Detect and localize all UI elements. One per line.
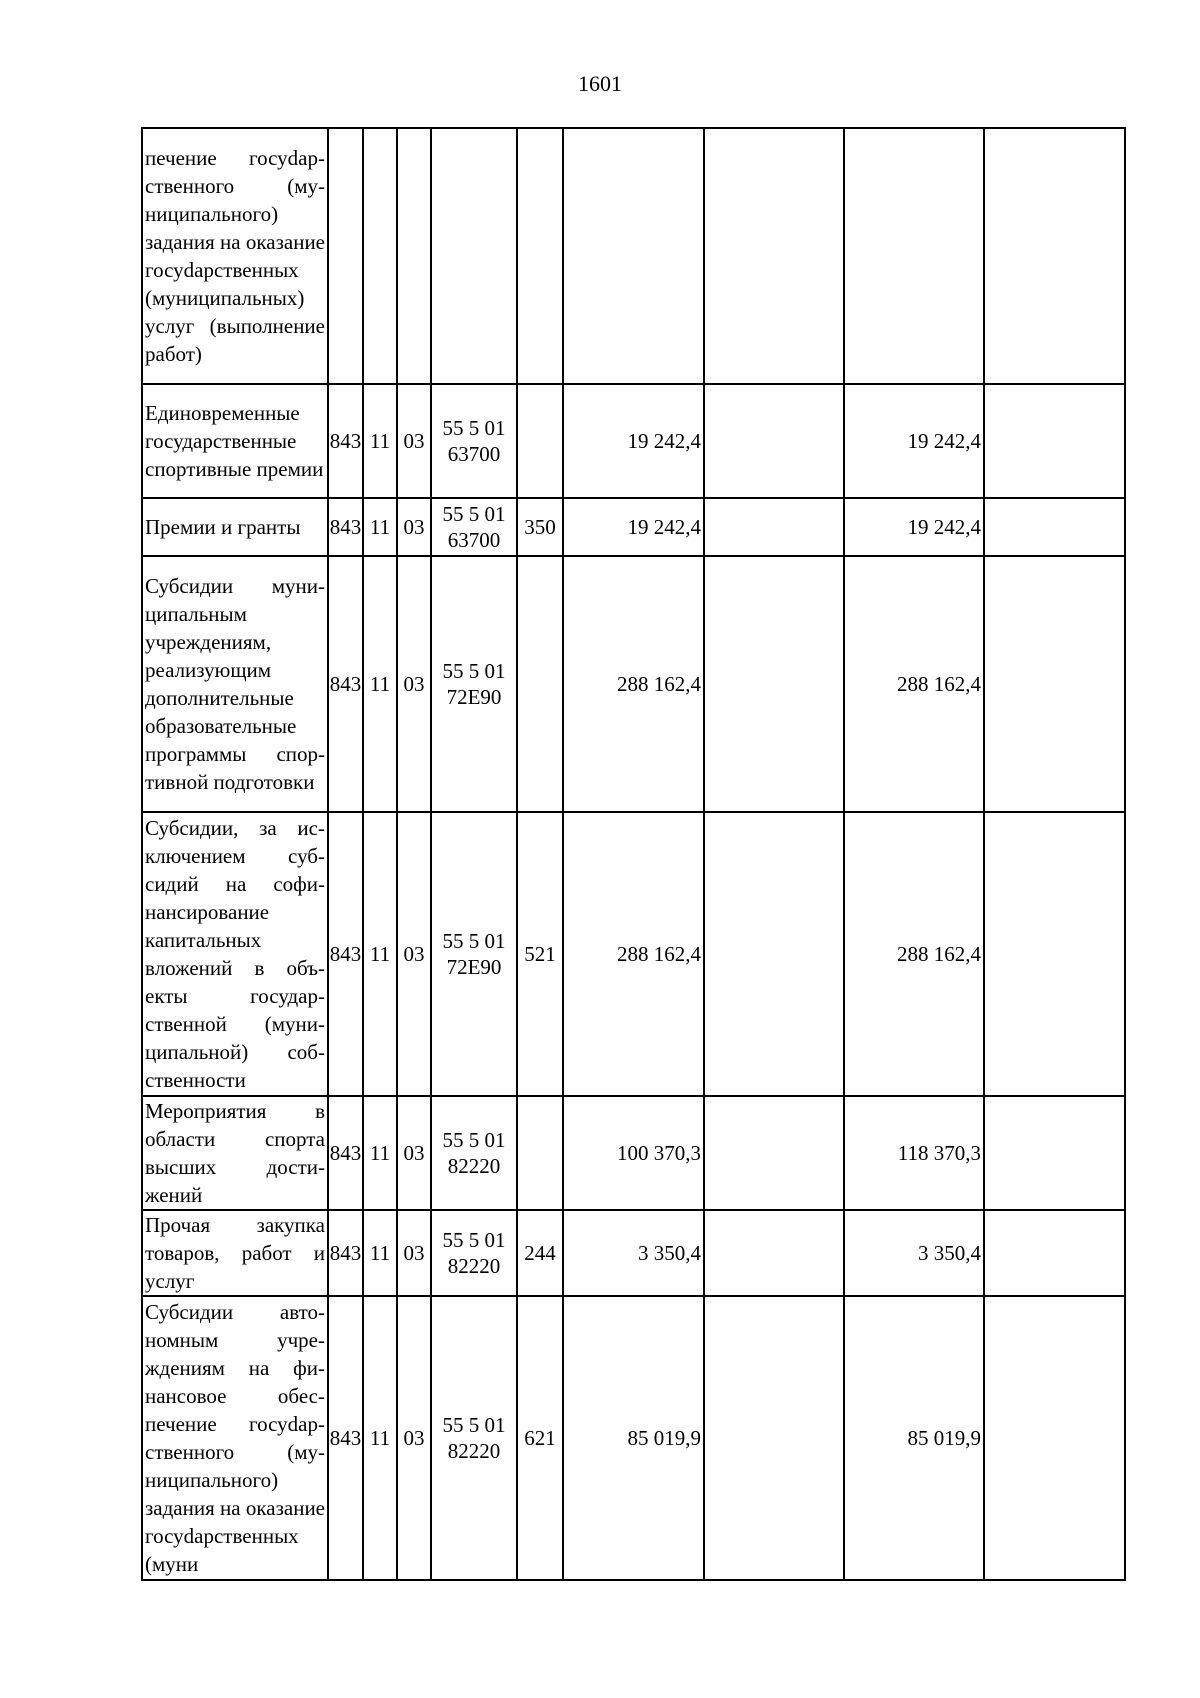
table-row xyxy=(142,498,1125,556)
subsection-code: 03 xyxy=(397,384,431,498)
table-row xyxy=(142,812,1125,1096)
target-article-code xyxy=(431,498,517,556)
ved-code xyxy=(328,128,363,384)
section-code: 11 xyxy=(363,498,397,556)
amount-col-2 xyxy=(704,1210,844,1296)
amount-col-1: 288 162,4 xyxy=(563,812,704,1096)
amount-col-4 xyxy=(984,812,1125,1096)
expense-type-code xyxy=(517,128,563,384)
amount-col-4 xyxy=(984,556,1125,812)
target-article-code-part2: 82220 xyxy=(447,1254,501,1278)
ved-code: 843 xyxy=(328,556,363,812)
amount-col-2 xyxy=(704,128,844,384)
amount-col-4 xyxy=(984,128,1125,384)
target-article-code xyxy=(431,812,517,1096)
expense-type-code xyxy=(517,1096,563,1210)
table-row xyxy=(142,128,1125,384)
row-name: печение госуdарственного (муниципального) задания на оказание госуdарственных (муниципальных) услуг (выполнение работ) xyxy=(142,128,328,384)
amount-col-2 xyxy=(704,1296,844,1580)
amount-col-3: 19 242,4 xyxy=(844,384,984,498)
ved-code: 843 xyxy=(328,812,363,1096)
ved-code: 843 xyxy=(328,1210,363,1296)
row-name: Прочая закупка товаров, работ и услуг xyxy=(142,1210,328,1296)
table-row xyxy=(142,1096,1125,1210)
amount-col-3 xyxy=(844,128,984,384)
target-article-code-part2: 82220 xyxy=(447,1154,501,1178)
amount-col-4 xyxy=(984,1296,1125,1580)
row-name: Субсидии, за исключением субсидий на софинансирование капитальных вложений в объекты государственной (муниципальной) собственности xyxy=(142,812,328,1096)
amount-col-4 xyxy=(984,1096,1125,1210)
row-name: Премии и гранты xyxy=(142,498,328,556)
budget-table xyxy=(141,127,1126,1581)
expense-type-code xyxy=(517,556,563,812)
target-article-code-part2: 82220 xyxy=(447,1439,501,1463)
ved-code: 843 xyxy=(328,498,363,556)
subsection-code: 03 xyxy=(397,1096,431,1210)
amount-col-2 xyxy=(704,498,844,556)
table-row xyxy=(142,556,1125,812)
target-article-code-part1: 55 5 01 xyxy=(442,1228,506,1252)
amount-col-3: 288 162,4 xyxy=(844,556,984,812)
subsection-code: 03 xyxy=(397,556,431,812)
target-article-code-part1: 55 5 01 xyxy=(442,416,506,440)
subsection-code xyxy=(397,128,431,384)
row-name: Мероприятия в области спорта высших достижений xyxy=(142,1096,328,1210)
target-article-code-part1: 55 5 01 xyxy=(442,1413,506,1437)
amount-col-3: 19 242,4 xyxy=(844,498,984,556)
target-article-code xyxy=(431,384,517,498)
amount-col-1: 3 350,4 xyxy=(563,1210,704,1296)
amount-col-1: 19 242,4 xyxy=(563,498,704,556)
expense-type-code: 244 xyxy=(517,1210,563,1296)
table-row xyxy=(142,1210,1125,1296)
target-article-code-part1: 55 5 01 xyxy=(442,659,506,683)
section-code: 11 xyxy=(363,812,397,1096)
table-row xyxy=(142,384,1125,498)
ved-code: 843 xyxy=(328,1296,363,1580)
section-code: 11 xyxy=(363,1296,397,1580)
amount-col-1: 19 242,4 xyxy=(563,384,704,498)
amount-col-3: 3 350,4 xyxy=(844,1210,984,1296)
amount-col-1 xyxy=(563,128,704,384)
amount-col-3: 85 019,9 xyxy=(844,1296,984,1580)
target-article-code-part2: 63700 xyxy=(447,442,501,466)
target-article-code xyxy=(431,556,517,812)
row-name: Субсидии автономным учреждениям на финансовое обеспечение госуdарственного (муниципального) задания на оказание госуdарственных (муни xyxy=(142,1296,328,1580)
target-article-code xyxy=(431,1296,517,1580)
amount-col-1: 85 019,9 xyxy=(563,1296,704,1580)
target-article-code-part1: 55 5 01 xyxy=(442,502,506,526)
target-article-code-part2: 63700 xyxy=(447,528,501,552)
target-article-code xyxy=(431,1096,517,1210)
target-article-code xyxy=(431,1210,517,1296)
amount-col-3: 118 370,3 xyxy=(844,1096,984,1210)
target-article-code-part1: 55 5 01 xyxy=(442,1128,506,1152)
ved-code: 843 xyxy=(328,1096,363,1210)
amount-col-4 xyxy=(984,1210,1125,1296)
expense-type-code: 521 xyxy=(517,812,563,1096)
amount-col-2 xyxy=(704,812,844,1096)
amount-col-2 xyxy=(704,384,844,498)
section-code: 11 xyxy=(363,1210,397,1296)
amount-col-4 xyxy=(984,498,1125,556)
amount-col-2 xyxy=(704,1096,844,1210)
amount-col-3: 288 162,4 xyxy=(844,812,984,1096)
page-number: 1601 xyxy=(578,71,622,96)
expense-type-code: 350 xyxy=(517,498,563,556)
section-code: 11 xyxy=(363,384,397,498)
section-code xyxy=(363,128,397,384)
amount-col-1: 100 370,3 xyxy=(563,1096,704,1210)
section-code: 11 xyxy=(363,1096,397,1210)
subsection-code: 03 xyxy=(397,1210,431,1296)
target-article-code-part2: 72Е90 xyxy=(446,685,502,709)
expense-type-code xyxy=(517,384,563,498)
target-article-code-part1: 55 5 01 xyxy=(442,929,506,953)
row-name: Единовременные государственные спортивные премии xyxy=(142,384,328,498)
subsection-code: 03 xyxy=(397,498,431,556)
row-name: Субсидии муниципальным учреждениям, реализующим дополнительные образовательные программы спортивной подготовки xyxy=(142,556,328,812)
expense-type-code: 621 xyxy=(517,1296,563,1580)
amount-col-2 xyxy=(704,556,844,812)
target-article-code xyxy=(431,128,517,384)
target-article-code-part2: 72Е90 xyxy=(446,955,502,979)
subsection-code: 03 xyxy=(397,812,431,1096)
ved-code: 843 xyxy=(328,384,363,498)
subsection-code: 03 xyxy=(397,1296,431,1580)
amount-col-1: 288 162,4 xyxy=(563,556,704,812)
section-code: 11 xyxy=(363,556,397,812)
table-row xyxy=(142,1296,1125,1580)
amount-col-4 xyxy=(984,384,1125,498)
